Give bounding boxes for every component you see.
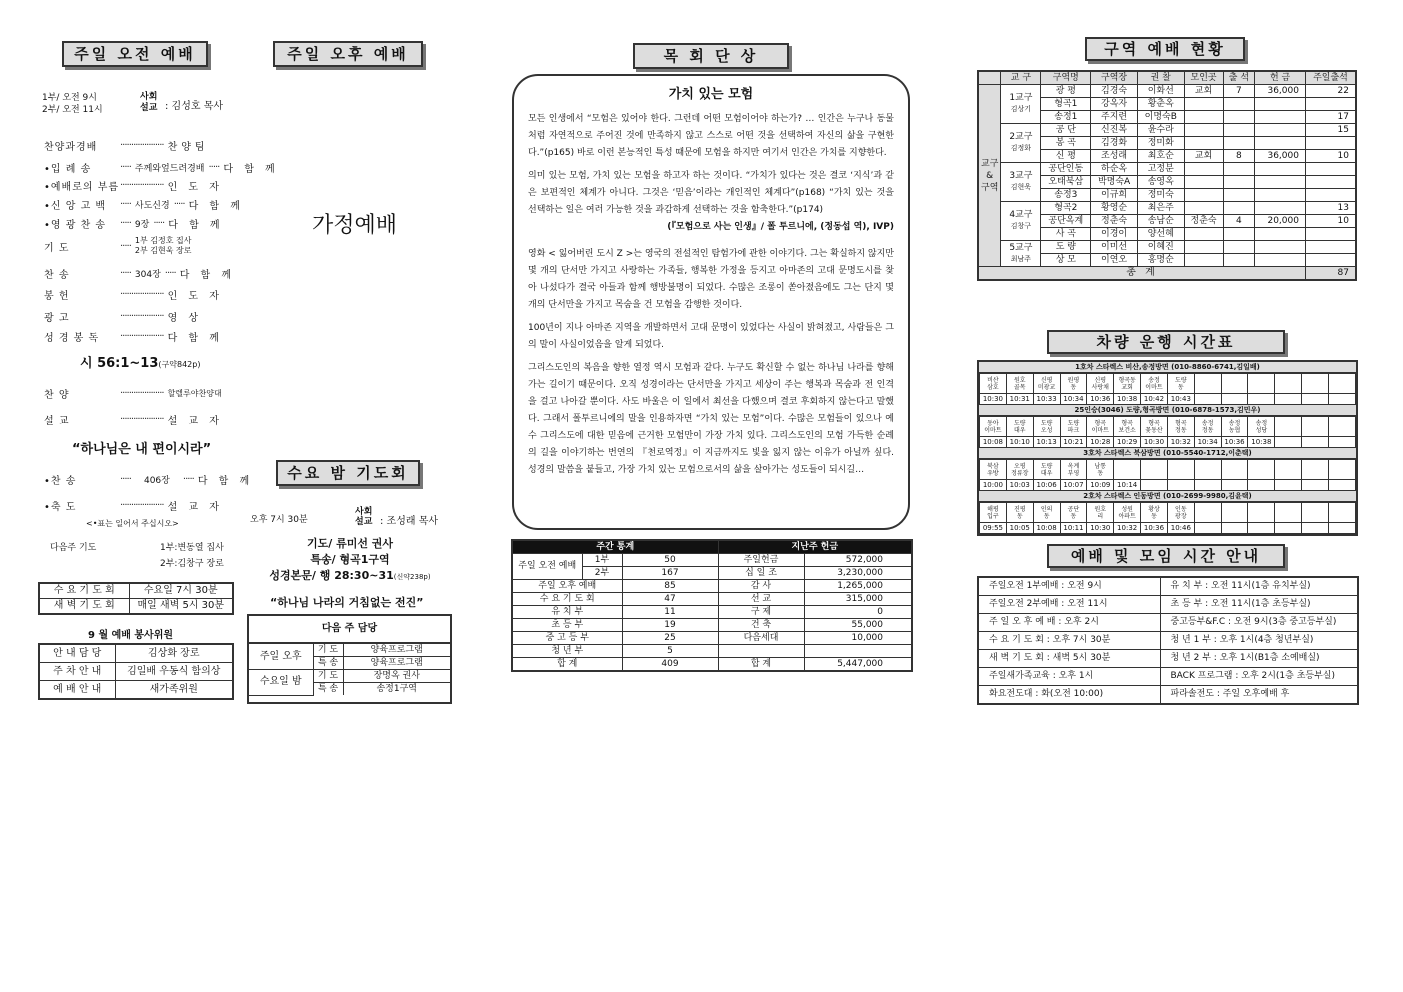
bus-stop <box>1302 503 1329 523</box>
order-right: 인 도 자 <box>167 182 223 193</box>
bus-time <box>1194 394 1221 405</box>
table-row: 교 구 구역명 구역장 권 찰 모인곳 출 석 헌 금 주일출석 <box>978 71 1356 85</box>
order-right: 영 상 <box>167 313 203 324</box>
bus-stop <box>1167 460 1194 480</box>
dots: ···················· <box>120 311 164 322</box>
bus-stop <box>1141 460 1168 480</box>
order-row <box>44 178 223 193</box>
table-row: 화요전도대 : 화(오전 10:00) 파라솔전도 : 주일 오후예배 후 <box>978 686 1358 705</box>
standing-note: <•표는 일어서 주십시오> <box>86 519 179 528</box>
district-group: 4교구 <box>1009 210 1033 220</box>
bus-stop: 형곡 이마트 <box>1087 417 1114 437</box>
bus-stop: 황상 동 <box>1141 503 1168 523</box>
wed-page: (신약238p) <box>393 573 431 581</box>
bus-table <box>979 373 1356 405</box>
bus-stop: 형곡 정동 <box>1167 417 1194 437</box>
bus-time: 10:08 <box>1033 523 1060 534</box>
column-paragraph: 그리스도인의 복음을 향한 열정 역시 모험과 같다. 누구도 확신할 수 없는 하나님 나라를 향해 가는 길이기 때문이다. 오직 성경이라는 단서만을 가지고 세상이 주는 행복과 목숨과 전 인격을 걸고 나아갈 뿐이다. 사도 바울은 이 일에서 최선을 다했으며 결코 후회하지 않는다고 말했다. 그래서 폴투르니에의 말을 인용하자면 “가치 있는 모험”이다. 수많은 모험들이 있으나 예수 그리스도에 대한 믿음에 근거한 모험만이 가장 가치 있다. 그리스도인의 모험 가득한 순례의 길을 이야기하는 번연의 『천로역정』이 지금까지도 빛을 잃지 않는 이유가 아닐까 싶다. 성경의 말씀을 붙들고, 가장 가치 있는 모험으로서의 삶을 살아가는 성도들이 되시길… <box>528 363 894 475</box>
order-right: 설 교 자 <box>167 416 223 427</box>
bus-stop: 송정 이마트 <box>1141 374 1168 394</box>
bus-time <box>1328 480 1355 491</box>
table-row <box>980 460 1356 480</box>
table-row: 교구 & 구역 1교구 김상기 광 평 김경숙 이화선 교회 7 36,000 22 <box>978 85 1356 98</box>
order-label: 성 경 봉 독 <box>44 333 100 344</box>
bus-stop: 진평 동 <box>1006 503 1033 523</box>
order-row <box>44 309 202 324</box>
order-right: 찬양팀 <box>167 142 209 153</box>
table-row: 주 일 오 후 예 배 : 오후 2시 중고등부&F.C : 오전 9시(3층 중고등부실) <box>978 614 1358 632</box>
bus-stop: 형곡 꽃동산 <box>1141 417 1168 437</box>
bus-time: 10:38 <box>1114 394 1141 405</box>
bus-stop: 북삼 우방 <box>980 460 1007 480</box>
table-row: 2교구 김정화 공 단 신진복 윤수라 15 <box>978 124 1356 137</box>
table-row: 수 요 기 도 회 : 오후 7시 30분 청 년 1 부 : 오후 1시(4층 청년부실) <box>978 632 1358 650</box>
column-paragraph: 의미 있는 모험, 가치 있는 모험을 하고자 하는 것이다. “가치가 있다는 것은 결코 ‘지식’과 같은 보편적인 체계가 아니다. 그것은 ‘믿음’이라는 개인적인 체계다”(p168) “가치 있는 것을 선택하는 일은 여러 가능한 것을 과감하게 선택하는 것을 함축한다.”(p174) <box>528 171 894 215</box>
bus-time: 10:34 <box>1060 394 1087 405</box>
table-row: 특 송 양육프로그램 <box>249 657 450 670</box>
bus-stop <box>1328 417 1355 437</box>
bus-stop <box>1275 374 1302 394</box>
table-row: 수 요 기 도 회 47 선 교 315,000 <box>512 593 912 606</box>
bus-time: 10:30 <box>980 394 1007 405</box>
bus-time: 10:42 <box>1141 394 1168 405</box>
order-right: 인 도 자 <box>167 291 223 302</box>
bus-stop <box>1114 460 1141 480</box>
next-duty-box <box>247 614 452 704</box>
order-middle: 사도신경 <box>134 201 170 211</box>
bus-stop <box>1221 374 1248 394</box>
next-prayer-label: 다음주 기도 <box>50 543 97 553</box>
bus-stop <box>1328 460 1355 480</box>
order-label: •축 도 <box>44 502 77 513</box>
order-right: 다 함 께 <box>179 270 236 281</box>
table-row: 주간 통계 지난주 헌금 <box>512 540 912 554</box>
bus-schedule <box>977 360 1358 536</box>
order-row <box>44 498 223 513</box>
bus-time <box>1302 480 1329 491</box>
dots: ····· <box>120 218 131 229</box>
district-header: 구역 예배 현황 <box>1085 37 1245 61</box>
order-row <box>44 472 253 487</box>
dots: ····· <box>173 199 185 210</box>
table-row: 3교구 김현욱 공단인동 하순옥 고정분 <box>978 163 1356 176</box>
bus-time <box>1248 480 1275 491</box>
bus-time: 10:13 <box>1033 437 1060 448</box>
table-row <box>980 437 1356 448</box>
order-row <box>44 266 235 281</box>
bus-time: 09:55 <box>980 523 1007 534</box>
district-group: 2교구 <box>1009 132 1033 142</box>
order-row <box>44 329 223 344</box>
bus-time <box>1302 523 1329 534</box>
table-row: 주 차 안 내 김일배 우동식 함의상 <box>39 663 233 681</box>
bus-time: 10:30 <box>1141 437 1168 448</box>
bus-stop <box>1328 503 1355 523</box>
order-label: •찬 송 <box>44 476 77 487</box>
wednesday-header: 수요 밤 기도회 <box>276 460 420 486</box>
order-label: •신 앙 고 백 <box>44 201 107 212</box>
bus-stop <box>1194 503 1221 523</box>
bus-stop: 도량 대우 <box>1006 417 1033 437</box>
table-row <box>980 394 1356 405</box>
bus-stop: 원호 리 <box>1087 503 1114 523</box>
bus-time: 10:31 <box>1006 394 1033 405</box>
bus-time: 10:11 <box>1060 523 1087 534</box>
order-label: 기 도 <box>44 242 70 254</box>
column-title: 가치 있는 모험 <box>668 87 754 102</box>
order-middle: 304장 <box>134 270 161 280</box>
bus-stop <box>1302 460 1329 480</box>
leader-label: 사회 설교 <box>140 92 158 113</box>
scripture-page: (구약842p) <box>158 360 201 369</box>
bus-stop: 공단 동 <box>1060 503 1087 523</box>
dots: ····· <box>120 240 131 252</box>
table-row: 주일오전 1부예배 : 오전 9시 유 치 부 : 오전 11시(1층 유치부실) <box>978 577 1358 596</box>
bus-stop: 도량 오성 <box>1033 417 1060 437</box>
bus-stop <box>1275 503 1302 523</box>
bus-stop: 도량 파크 <box>1060 417 1087 437</box>
leader-name: : 김성호 목사 <box>165 101 224 112</box>
district-head: 김창구 <box>1010 222 1032 230</box>
bus-route-name: 1호차 스타렉스 비산,송정방면 (010-8860-6741,김일배) <box>979 362 1356 373</box>
bus-route-name: 3호차 스타렉스 북삼방면 (010-5540-1712,이춘택) <box>979 448 1356 459</box>
table-row: 특 송 송정1구역 <box>249 683 450 696</box>
order-label: •입 례 송 <box>44 164 92 175</box>
schedule-table <box>38 582 234 615</box>
bus-time <box>1221 523 1248 534</box>
table-row: 신 평 조성래 최호순 교회 8 36,000 10 <box>978 150 1356 163</box>
bus-time: 10:14 <box>1114 480 1141 491</box>
district-table <box>977 70 1357 281</box>
bus-stop <box>1248 460 1275 480</box>
table-row <box>980 503 1356 523</box>
bus-stop: 인의 동 <box>1033 503 1060 523</box>
dots: ···················· <box>120 331 164 342</box>
table-row <box>980 417 1356 437</box>
bus-time <box>1302 394 1329 405</box>
order-right: 다 함 께 <box>168 220 224 231</box>
bus-time: 10:03 <box>1006 480 1033 491</box>
table-row: 공단옥계 정춘숙 송남순 정춘숙 4 20,000 10 <box>978 215 1356 228</box>
order-middle: 9장 <box>134 220 150 230</box>
next-prayer <box>50 540 224 572</box>
bus-stop: 형곡 보건소 <box>1114 417 1141 437</box>
order-right: 다 함 께 <box>167 333 223 344</box>
bus-time: 10:36 <box>1087 394 1114 405</box>
guide-table <box>977 576 1359 705</box>
bus-stop <box>1275 417 1302 437</box>
bus-stop: 송정 성당 <box>1248 417 1275 437</box>
bus-time: 10:32 <box>1167 437 1194 448</box>
wed-lines <box>250 536 450 585</box>
district-head: 김정화 <box>1010 144 1032 152</box>
order-label: 광 고 <box>44 313 70 324</box>
next-duty-title: 다음 주 담당 <box>249 616 450 643</box>
order-row <box>44 386 222 401</box>
table-row: 주일오전 2부예배 : 오전 11시 초 등 부 : 오전 11시(1층 초등부실) <box>978 596 1358 614</box>
bus-stop <box>1275 460 1302 480</box>
table-row: 주일 오후 예배 85 감 사 1,265,000 <box>512 580 912 593</box>
dots: ···················· <box>120 289 164 300</box>
dots: ····· <box>208 162 220 173</box>
bus-time: 10:36 <box>1141 523 1168 534</box>
order-row <box>44 160 279 175</box>
bus-time: 10:10 <box>1006 437 1033 448</box>
wed-leader-label: 사회 설교 <box>355 507 373 527</box>
table-row <box>980 374 1356 394</box>
order-row <box>44 216 224 231</box>
order-row <box>44 236 191 256</box>
time-2: 2부/ 오전 11시 <box>42 105 103 115</box>
order-right: 다 함 께 <box>188 201 244 212</box>
wed-special: 특송/ 형곡1구역 <box>310 553 390 566</box>
wed-scripture: 성경본문/ 행 28:30~31 <box>269 569 394 582</box>
scripture-ref: 시 56:1~13 <box>80 356 159 371</box>
table-row: 새 벽 기 도 회 매일 새벽 5시 30분 <box>39 599 233 615</box>
bus-table <box>979 459 1356 491</box>
bus-stop <box>1248 374 1275 394</box>
afternoon-service-header: 주일 오후 예배 <box>273 41 423 67</box>
bus-stop: 원호 골목 <box>1006 374 1033 394</box>
scripture <box>80 352 200 371</box>
table-row: 중 고 등 부 25 다음세대 10,000 <box>512 632 912 645</box>
next-prayer-1: 1부:변동열 집사 <box>160 543 224 553</box>
table-row: 새 벽 기 도 회 : 새벽 5시 30분 청 년 2 부 : 오후 1시(B1층 소예배실) <box>978 650 1358 668</box>
table-row: 송정1 주지련 이명숙B 17 <box>978 111 1356 124</box>
dots: ···················· <box>120 414 164 425</box>
district-head: 최남주 <box>1010 254 1032 263</box>
order-label: 찬양과경배 <box>44 142 98 153</box>
column-citation: (『모험으로 사는 인생』/ 폴 투르니에, (정동섭 역), IVP) <box>667 222 894 232</box>
order-label: 찬 양 <box>44 390 70 401</box>
dots: ····· <box>120 162 131 173</box>
next-duty-table <box>249 643 450 696</box>
service-times <box>42 92 103 116</box>
bus-time <box>1328 394 1355 405</box>
column-paragraph: 모든 인생에서 “모험은 있어야 한다. 그런데 어떤 모험이어야 하는가? … 인간은 누구나 동물처럼 자연적으로 주어진 것에 만족하지 않고 스스로 어떤 것을 선택하여 자신의 삶을 구현한다.”(p165) 바로 이런 본능적인 특성 때문에 모험을 하지만 여기서 인간은 가치를 지향한다. <box>528 114 894 158</box>
wed-time: 오후 7시 30분 <box>250 515 308 525</box>
bus-stop <box>1302 417 1329 437</box>
table-row: 초 등 부 19 건 축 55,000 <box>512 619 912 632</box>
bus-time: 10:21 <box>1060 437 1087 448</box>
bus-stop <box>1221 503 1248 523</box>
bus-time: 10:07 <box>1060 480 1087 491</box>
bus-table <box>979 416 1356 448</box>
bus-stop: 신평 미광교 <box>1033 374 1060 394</box>
bus-time <box>1328 523 1355 534</box>
order-right: 설 교 자 <box>167 502 223 513</box>
column-paragraph: 영화 < 잃어버린 도시 Z >는 영국의 전설적인 탐험가에 관한 이야기다. 그는 확실하지 않지만 몇 개의 단서만 가지고 사랑하는 가족들, 행복한 가정을 등지고 아마존의 고대 문명도시를 찾아 나섰다가 결국 아들과 함께 행방불명이 되었다. 수많은 조롱이 쏟아졌음에도 그는 단지 몇 개의 단서만을 가지고 목숨을 건 모험을 감행한 것이다. <box>528 249 894 310</box>
bus-time: 10:00 <box>980 480 1007 491</box>
bus-stop: 송정 농협 <box>1221 417 1248 437</box>
bus-stop: 성원 아파트 <box>1114 503 1141 523</box>
table-row: 송정3 이규희 정미숙 <box>978 189 1356 202</box>
bus-stop: 옥계 부영 <box>1060 460 1087 480</box>
bus-time: 10:34 <box>1194 437 1221 448</box>
weekly-stats-table <box>511 539 913 672</box>
bus-time: 10:32 <box>1114 523 1141 534</box>
order-right: 할렐루야찬양대 <box>167 389 222 398</box>
bus-time: 10:43 <box>1167 394 1194 405</box>
order-middle: 주께와엎드려경배 <box>134 164 205 174</box>
bus-route-name: 2호차 스타렉스 인동방면 (010-2699-9980,김윤택) <box>979 491 1356 502</box>
morning-service-header: 주일 오전 예배 <box>62 41 208 67</box>
bus-stop: 동아 이마트 <box>980 417 1007 437</box>
dots: ···················· <box>120 180 164 191</box>
bus-time <box>1248 394 1275 405</box>
table-row: 주일 오전 예배 1부 50 주일헌금 572,000 <box>512 554 912 567</box>
order-label: •영 광 찬 송 <box>44 220 107 231</box>
dots: ····· <box>120 474 131 485</box>
dots: ···················· <box>120 388 164 399</box>
table-row: 유 치 부 11 구 제 0 <box>512 606 912 619</box>
table-row: 합 계 409 합 계 5,447,000 <box>512 658 912 672</box>
district-group: 5교구 <box>1009 242 1033 253</box>
bus-time: 10:28 <box>1087 437 1114 448</box>
bus-stop <box>1302 374 1329 394</box>
volunteer-table <box>38 643 234 700</box>
bus-stop <box>1328 374 1355 394</box>
bus-time <box>1275 480 1302 491</box>
order-middle: 406장 <box>143 476 170 486</box>
table-row <box>980 523 1356 534</box>
bus-time: 10:33 <box>1033 394 1060 405</box>
order-middle: 1부 김정호 집사 2부 김현욱 장로 <box>134 236 192 255</box>
bus-stop: 해평 입구 <box>980 503 1007 523</box>
table-row: 2부 167 십 일 조 3,230,000 <box>512 567 912 580</box>
order-row <box>44 197 244 212</box>
order-right: 다 함 께 <box>197 476 254 487</box>
table-row: 주일새가족교육 : 오후 1시 BACK 프로그램 : 오후 2시(1층 초등부실) <box>978 668 1358 686</box>
table-row: 청 년 부 5 <box>512 645 912 658</box>
column-paragraph: 100년이 지나 아마존 지역을 개발하면서 고대 문명이 있었다는 사실이 밝혀졌고, 사람들은 그의 말이 사실이었음을 알게 되었다. <box>528 323 894 350</box>
guide-header: 예배 및 모임 시간 안내 <box>1047 544 1285 568</box>
bus-stop: 비산 삼호 <box>980 374 1007 394</box>
wed-sermon: “하나님 나라의 거침없는 전진” <box>270 596 424 609</box>
table-row: 상 모 이연오 홍명순 <box>978 254 1356 267</box>
order-row <box>44 287 223 302</box>
bus-time: 10:09 <box>1087 480 1114 491</box>
bus-stop <box>1248 503 1275 523</box>
table-row: 오태북삼 박명숙A 송영옥 <box>978 176 1356 189</box>
table-row: 수 요 기 도 회 수요일 7시 30분 <box>39 583 233 599</box>
table-row: 예 배 안 내 새가족위원 <box>39 681 233 700</box>
bus-time <box>1275 437 1302 448</box>
bus-stop: 원평 동 <box>1060 374 1087 394</box>
wed-leader: : 조성래 목사 <box>380 516 439 527</box>
pastor-column <box>512 74 910 530</box>
table-row: 총 계 87 <box>978 267 1356 281</box>
bus-stop: 신평 사랑채 <box>1087 374 1114 394</box>
bus-time <box>1141 480 1168 491</box>
bus-stop: 형곡동 교회 <box>1114 374 1141 394</box>
wed-prayer: 기도/ 류미선 권사 <box>306 537 394 550</box>
bus-table <box>979 502 1356 534</box>
table-row: 4교구 김창구 형곡2 황영순 최은주 13 <box>978 202 1356 215</box>
bus-time: 10:29 <box>1114 437 1141 448</box>
bus-stop: 인동 광장 <box>1167 503 1194 523</box>
bus-time <box>1194 480 1221 491</box>
bus-time <box>1194 523 1221 534</box>
bus-stop: 송정 정동 <box>1194 417 1221 437</box>
table-row: 5교구 최남주 도 량 이미선 이혜진 <box>978 241 1356 254</box>
bus-stop: 도량 대우 <box>1033 460 1060 480</box>
table-row: 수요일 밤 기 도 장명옥 권사 <box>249 670 450 683</box>
bus-time <box>1328 437 1355 448</box>
table-row: 사 곡 이경이 양선혜 <box>978 228 1356 241</box>
order-row <box>44 138 209 153</box>
bus-time: 10:38 <box>1248 437 1275 448</box>
table-row: 형곡1 강옥자 황춘옥 <box>978 98 1356 111</box>
bus-time <box>1275 394 1302 405</box>
dots: ····· <box>120 268 131 279</box>
district-group: 1교구 <box>1009 93 1033 103</box>
bus-stop <box>1221 460 1248 480</box>
order-label: •예배로의 부름 <box>44 182 120 193</box>
bus-time <box>1167 480 1194 491</box>
bus-time: 10:06 <box>1033 480 1060 491</box>
dots: ····· <box>164 268 176 279</box>
bus-time: 10:30 <box>1087 523 1114 534</box>
bus-stop: 도량 동 <box>1167 374 1194 394</box>
bus-header: 차량 운행 시간표 <box>1047 330 1285 354</box>
bus-stop: 남통 동 <box>1087 460 1114 480</box>
bus-route-name: 25인승(3046) 도량,형곡방면 (010-6878-1573,김민우) <box>979 405 1356 416</box>
table-row: 주일 오후 기 도 양육프로그램 <box>249 644 450 657</box>
order-right: 다 함 께 <box>223 164 279 175</box>
bus-stop <box>1194 374 1221 394</box>
bus-stop: 오평 정류장 <box>1006 460 1033 480</box>
dots: ····· <box>153 218 165 229</box>
dots: ···················· <box>120 140 164 151</box>
bus-time <box>1302 437 1329 448</box>
family-worship: 가정예배 <box>312 213 398 238</box>
order-row <box>44 412 223 427</box>
next-prayer-2: 2부:김창구 장로 <box>160 559 224 569</box>
district-head: 김현욱 <box>1010 183 1032 191</box>
order-label: 봉 헌 <box>44 291 70 302</box>
district-group: 3교구 <box>1009 171 1033 181</box>
order-label: 설 교 <box>44 416 70 427</box>
district-head: 김상기 <box>1010 105 1032 113</box>
bus-stop <box>1194 460 1221 480</box>
order-label: 찬 송 <box>44 270 70 281</box>
bus-time: 10:46 <box>1167 523 1194 534</box>
bus-time: 10:05 <box>1006 523 1033 534</box>
pastor-column-header: 목 회 단 상 <box>633 43 789 69</box>
table-row <box>980 480 1356 491</box>
volunteer-title: 9 월 예배 봉사위원 <box>88 630 174 641</box>
bus-time <box>1221 480 1248 491</box>
dots: ···················· <box>120 500 164 511</box>
bus-time <box>1275 523 1302 534</box>
bus-time <box>1248 523 1275 534</box>
sermon-title: “하나님은 내 편이시라” <box>72 442 212 457</box>
dots: ····· <box>182 474 194 485</box>
table-row: 봉 곡 김경화 정미화 <box>978 137 1356 150</box>
bus-time: 10:36 <box>1221 437 1248 448</box>
time-1: 1부/ 오전 9시 <box>42 93 97 103</box>
table-row: 안 내 담 당 김상화 장로 <box>39 644 233 663</box>
bus-time <box>1221 394 1248 405</box>
dots: ····· <box>120 199 131 210</box>
bus-time: 10:08 <box>980 437 1007 448</box>
